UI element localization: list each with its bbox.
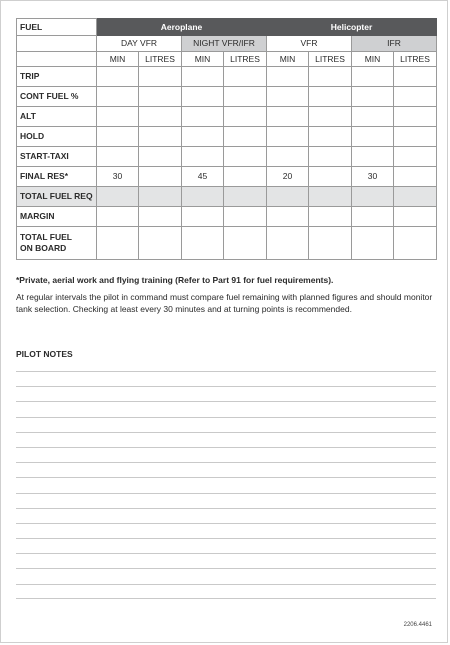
entry-cell[interactable] — [394, 67, 437, 87]
entry-cell[interactable] — [182, 107, 224, 127]
row-label — [17, 227, 97, 260]
entry-cell[interactable] — [352, 187, 394, 207]
note-line[interactable] — [16, 584, 436, 599]
table-row-total-fuel-req — [17, 187, 437, 207]
entry-cell[interactable] — [182, 147, 224, 167]
table-row-final-res — [17, 167, 437, 187]
row-label: HOLD — [17, 127, 97, 147]
note-line[interactable] — [16, 386, 436, 401]
entry-cell[interactable] — [97, 127, 139, 147]
night-vfr-ifr-header: NIGHT VFR/IFR — [182, 36, 267, 52]
table-row-margin — [17, 207, 437, 227]
note-line[interactable] — [16, 477, 436, 492]
ifr-header: IFR — [352, 36, 437, 52]
min-header: MIN — [267, 52, 309, 67]
entry-cell[interactable] — [97, 67, 139, 87]
entry-cell[interactable] — [139, 187, 182, 207]
fuel-table — [16, 18, 437, 260]
entry-cell[interactable] — [267, 187, 309, 207]
entry-cell[interactable] — [97, 187, 139, 207]
table-row-trip — [17, 67, 437, 87]
row-label: TRIP — [17, 67, 97, 87]
entry-cell[interactable] — [139, 147, 182, 167]
form-code: 2206.4461 — [403, 622, 432, 628]
entry-cell[interactable] — [352, 127, 394, 147]
note-line[interactable] — [16, 462, 436, 477]
entry-cell[interactable] — [394, 147, 437, 167]
entry-cell[interactable] — [139, 167, 182, 187]
note-line[interactable] — [16, 553, 436, 568]
pilot-notes-area[interactable] — [16, 371, 436, 599]
entry-cell[interactable] — [394, 207, 437, 227]
entry-cell[interactable] — [267, 67, 309, 87]
entry-cell[interactable] — [309, 147, 352, 167]
entry-cell[interactable] — [97, 87, 139, 107]
row-label: ALT — [17, 107, 97, 127]
note-line[interactable] — [16, 493, 436, 508]
table-row-start-taxi — [17, 147, 437, 167]
entry-cell[interactable] — [139, 87, 182, 107]
entry-cell[interactable] — [352, 207, 394, 227]
entry-cell[interactable] — [182, 227, 224, 260]
entry-cell[interactable]: 45 — [182, 167, 224, 187]
min-header: MIN — [97, 52, 139, 67]
note-line[interactable] — [16, 523, 436, 538]
entry-cell[interactable] — [97, 147, 139, 167]
entry-cell[interactable] — [267, 207, 309, 227]
entry-cell[interactable] — [309, 107, 352, 127]
note-line[interactable] — [16, 447, 436, 462]
fuel-header: FUEL — [17, 19, 97, 36]
table-row-cont-fuel — [17, 87, 437, 107]
row-label-line1: TOTAL FUEL — [20, 232, 72, 242]
entry-cell[interactable] — [139, 127, 182, 147]
entry-cell[interactable] — [267, 227, 309, 260]
entry-cell[interactable] — [224, 167, 267, 187]
entry-cell[interactable] — [394, 187, 437, 207]
litres-header: LITRES — [309, 52, 352, 67]
litres-header: LITRES — [139, 52, 182, 67]
entry-cell[interactable] — [394, 87, 437, 107]
entry-cell[interactable] — [224, 87, 267, 107]
table-row-hold — [17, 127, 437, 147]
entry-cell[interactable] — [224, 67, 267, 87]
aeroplane-header: Aeroplane — [97, 19, 267, 36]
entry-cell[interactable] — [139, 107, 182, 127]
row-label: FINAL RES* — [17, 167, 97, 187]
note-line[interactable] — [16, 371, 436, 386]
vfr-header: VFR — [267, 36, 352, 52]
note-line[interactable] — [16, 432, 436, 447]
entry-cell[interactable] — [394, 227, 437, 260]
entry-cell[interactable] — [182, 207, 224, 227]
entry-cell[interactable] — [97, 107, 139, 127]
entry-cell[interactable] — [309, 227, 352, 260]
note-line[interactable] — [16, 508, 436, 523]
litres-header: LITRES — [224, 52, 267, 67]
empty-cell — [17, 52, 97, 67]
table-row-total-fuel-on-board — [17, 227, 437, 260]
entry-cell[interactable] — [352, 87, 394, 107]
row-label: CONT FUEL % — [17, 87, 97, 107]
row-label-line2: ON BOARD — [20, 243, 67, 253]
entry-cell[interactable] — [352, 147, 394, 167]
entry-cell[interactable] — [267, 127, 309, 147]
min-header: MIN — [182, 52, 224, 67]
entry-cell[interactable] — [97, 227, 139, 260]
pilot-notes-title: PILOT NOTES — [16, 349, 73, 359]
entry-cell[interactable] — [97, 207, 139, 227]
day-vfr-header: DAY VFR — [97, 36, 182, 52]
fuel-check-note: At regular intervals the pilot in command must compare fuel remaining with planned figures and should monitor tank selection. Checking at least every 30 minutes and at turning points is recommended. — [16, 292, 433, 314]
entry-cell[interactable] — [309, 167, 352, 187]
entry-cell[interactable] — [352, 107, 394, 127]
entry-cell[interactable] — [182, 67, 224, 87]
empty-cell — [17, 36, 97, 52]
entry-cell[interactable] — [352, 227, 394, 260]
entry-cell[interactable] — [224, 127, 267, 147]
entry-cell[interactable] — [309, 67, 352, 87]
litres-header: LITRES — [394, 52, 437, 67]
note-line[interactable] — [16, 401, 436, 416]
entry-cell[interactable] — [182, 187, 224, 207]
entry-cell[interactable] — [394, 127, 437, 147]
entry-cell[interactable] — [224, 227, 267, 260]
entry-cell[interactable]: 20 — [267, 167, 309, 187]
note-line[interactable] — [16, 568, 436, 583]
entry-cell[interactable] — [139, 227, 182, 260]
entry-cell[interactable] — [267, 107, 309, 127]
row-label: MARGIN — [17, 207, 97, 227]
entry-cell[interactable] — [267, 147, 309, 167]
note-line[interactable] — [16, 417, 436, 432]
entry-cell[interactable] — [139, 207, 182, 227]
row-label: TOTAL FUEL REQ — [17, 187, 97, 207]
entry-cell[interactable] — [394, 107, 437, 127]
entry-cell[interactable] — [224, 107, 267, 127]
footnote: *Private, aerial work and flying training (Refer to Part 91 for fuel requirements). — [16, 275, 334, 285]
entry-cell[interactable] — [352, 67, 394, 87]
table-row-alt — [17, 107, 437, 127]
entry-cell[interactable] — [182, 127, 224, 147]
entry-cell[interactable] — [224, 187, 267, 207]
entry-cell[interactable]: 30 — [352, 167, 394, 187]
note-line[interactable] — [16, 538, 436, 553]
entry-cell[interactable] — [224, 147, 267, 167]
entry-cell[interactable] — [267, 87, 309, 107]
entry-cell[interactable] — [224, 207, 267, 227]
entry-cell[interactable] — [309, 207, 352, 227]
entry-cell[interactable] — [309, 127, 352, 147]
entry-cell[interactable] — [309, 187, 352, 207]
entry-cell[interactable]: 30 — [97, 167, 139, 187]
entry-cell[interactable] — [182, 87, 224, 107]
row-label: START-TAXI — [17, 147, 97, 167]
min-header: MIN — [352, 52, 394, 67]
entry-cell[interactable] — [139, 67, 182, 87]
entry-cell[interactable] — [394, 167, 437, 187]
helicopter-header: Helicopter — [267, 19, 437, 36]
entry-cell[interactable] — [309, 87, 352, 107]
